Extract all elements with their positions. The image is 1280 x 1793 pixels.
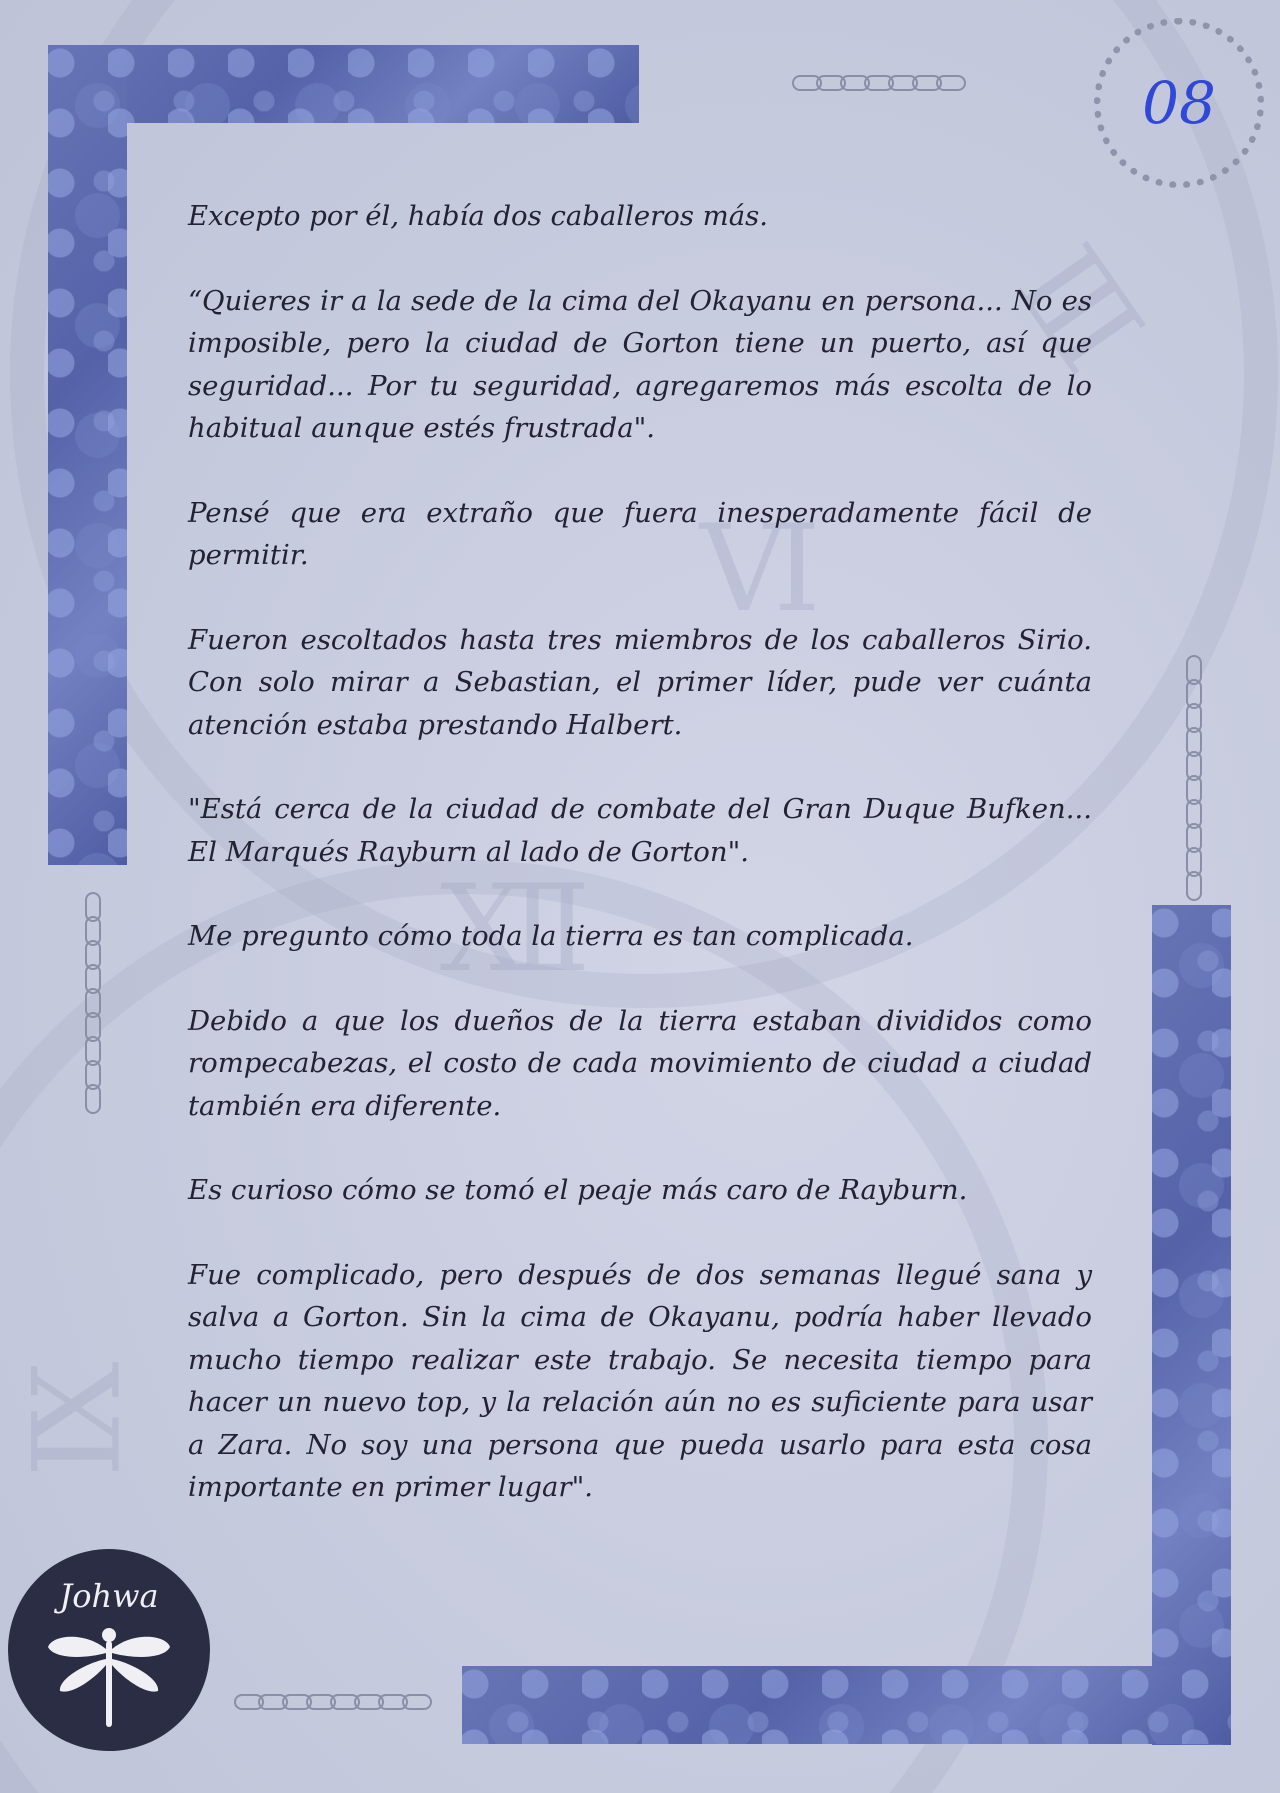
- story-text: [188, 195, 1092, 1551]
- clock-numeral-decoration: Ⅸ: [8, 1361, 148, 1478]
- chain-ornament-left: [84, 892, 102, 1108]
- johwa-logo: [14, 1555, 204, 1745]
- chain-ornament-top: [792, 74, 960, 92]
- paragraph: “Quieres ir a la sede de la cima del Okayanu en persona... No es imposible, pero la ciudad de Gorton tiene un puerto, así que seguridad... Por tu seguridad, agregaremos más escolta de lo habitual aunque estés frustrada".: [188, 284, 1092, 444]
- clock-numeral-decoration: Ⅲ: [987, 222, 1168, 397]
- floral-frame-right: [1152, 905, 1231, 1745]
- paragraph: Fueron escoltados hasta tres miembros de los caballeros Sirio. Con solo mirar a Sebastian, el primer líder, pude ver cuánta atención estaba prestando Halbert.: [188, 623, 1092, 741]
- paragraph: Es curioso cómo se tomó el peaje más caro de Rayburn.: [188, 1174, 968, 1206]
- paragraph: Pensé que era extraño que fuera inesperadamente fácil de permitir.: [188, 496, 1092, 571]
- logo-brand-text: Johwa: [59, 1577, 159, 1615]
- paragraph: Debido a que los dueños de la tierra estaban divididos como rompecabezas, el costo de cada movimiento de ciudad a ciudad también era diferente.: [188, 1004, 1092, 1122]
- floral-frame-bottom: [462, 1666, 1231, 1744]
- floral-frame-left: [48, 45, 127, 865]
- page-number-badge: [1094, 18, 1264, 188]
- paragraph: Me pregunto cómo toda la tierra es tan complicada.: [188, 920, 914, 952]
- chain-ornament-bottom: [234, 1693, 426, 1711]
- clock-numeral-decoration: Ⅻ: [440, 860, 591, 999]
- paragraph: "Está cerca de la ciudad de combate del Gran Duque Bufken... El Marqués Rayburn al lado de Gorton".: [188, 793, 1092, 868]
- paragraph: Excepto por él, había dos caballeros más.: [188, 200, 769, 232]
- clock-numeral-decoration: Ⅵ: [700, 500, 821, 639]
- floral-frame-top: [48, 45, 639, 123]
- dragonfly-icon: [44, 1617, 174, 1737]
- page-number: 08: [1142, 69, 1216, 137]
- paragraph: Fue complicado, pero después de dos semanas llegué sana y salva a Gorton. Sin la cima de Okayanu, podría haber llevado mucho tiempo realizar este trabajo. Se necesita tiempo para hacer un nuevo top, y la relación aún no es suficiente para usar a Zara. No soy una persona que pueda usarlo para esta cosa importante en primer lugar".: [188, 1258, 1092, 1503]
- chain-ornament-right: [1185, 655, 1203, 895]
